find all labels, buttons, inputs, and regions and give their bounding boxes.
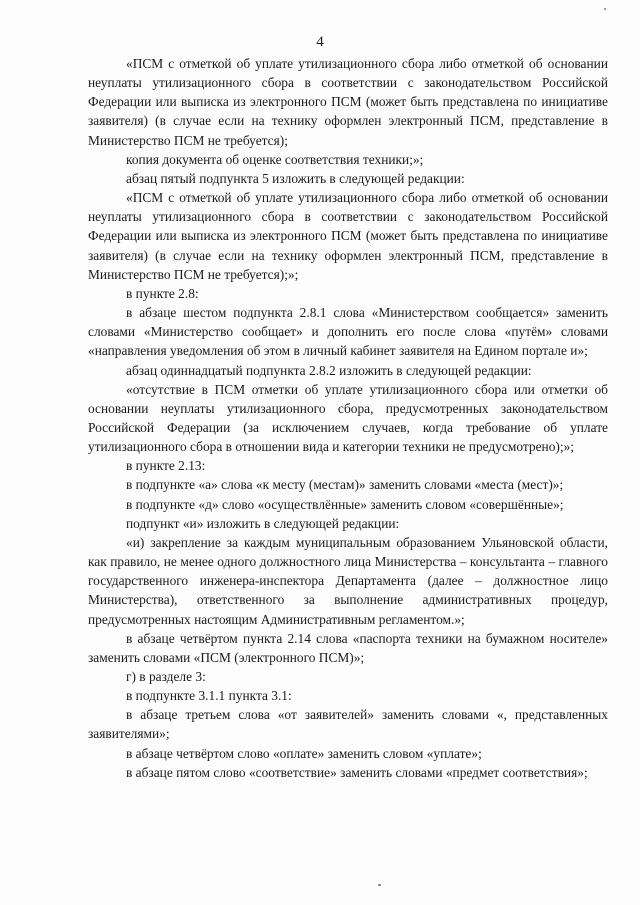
paragraph: абзац одиннадцатый подпункта 2.8.2 изложить в следующей редакции: (126, 362, 532, 378)
paragraph: подпункт «и» изложить в следующей редакции: (126, 515, 400, 531)
paragraph: в подпункте 3.1.1 пункта 3.1: (126, 688, 292, 704)
paragraph: в подпункте «а» слова «к месту (местам)» заменить словами «места (мест)»; (126, 477, 564, 493)
document-body (88, 54, 608, 782)
scan-speck (604, 8, 606, 10)
paragraph: «и) закрепление за каждым муниципальным образованием Ульяновской области, как правило, не менее одного должностного лица Министерства – консультанта – главного государственного инженера-инспектора Департамента (далее – должностное лицо Министерства), ответственного за выполнение административных процедур, предусмотренных настоящим Административным регламентом.»; (88, 534, 608, 627)
paragraph: в абзаце четвёртом пункта 2.14 слова «паспорта техники на бумажном носителе» заменить словами «ПСМ (электронного ПСМ)»; (88, 630, 608, 665)
paragraph: в пункте 2.8: (126, 285, 199, 301)
page-number: 4 (316, 34, 324, 50)
paragraph: в подпункте «д» слово «осуществлённые» заменить словом «совершённые»; (126, 496, 564, 512)
paragraph: в абзаце пятом слово «соответствие» заменить словами «предмет соответствия»; (126, 764, 588, 780)
paragraph: в абзаце шестом подпункта 2.8.1 слова «Министерством сообщается» заменить словами «Министерство сообщает» и дополнить его после слова «путём» словами «направления уведомления об этом в личный кабинет заявителя на Едином портале и»; (88, 305, 608, 359)
paragraph: копия документа об оценке соответствия техники;»; (126, 151, 424, 167)
paragraph: г) в разделе 3: (126, 669, 206, 684)
paragraph: «ПСМ с отметкой об уплате утилизационного сбора либо отметкой об основании неуплаты утилизационного сбора в соответствии с законодательством Российской Федерации или выписка из электронного ПСМ (может быть представлена по инициативе заявителя) (в случае если на технику оформлен электронный ПСМ, представление в Министерство ПСМ не требуется); (88, 56, 608, 148)
paragraph: абзац пятый подпункта 5 изложить в следующей редакции: (126, 170, 465, 186)
paragraph: в абзаце четвёртом слово «оплате» заменить словом «уплате»; (126, 745, 482, 761)
paragraph: в абзаце третьем слова «от заявителей» заменить словами «, представленных заявителями»; (88, 707, 608, 742)
paragraph: «ПСМ с отметкой об уплате утилизационного сбора либо отметкой об основании неуплаты утилизационного сбора в соответствии с законодательством Российской Федерации или выписка из электронного ПСМ (может быть представлена по инициативе заявителя) (в случае если на технику оформлен электронный ПСМ, представление в Министерство ПСМ не требуется);»; (88, 190, 608, 282)
scan-speck (378, 884, 381, 886)
paragraph: «отсутствие в ПСМ отметки об уплате утилизационного сбора или отметки об основании неуплаты утилизационного сбора, предусмотренных законодательством Российской Федерации (за исключением случаев, когда требование об уплате утилизационного сбора в отношении вида и категории техники не предусмотрено);»; (88, 381, 608, 455)
paragraph: в пункте 2.13: (126, 458, 206, 474)
